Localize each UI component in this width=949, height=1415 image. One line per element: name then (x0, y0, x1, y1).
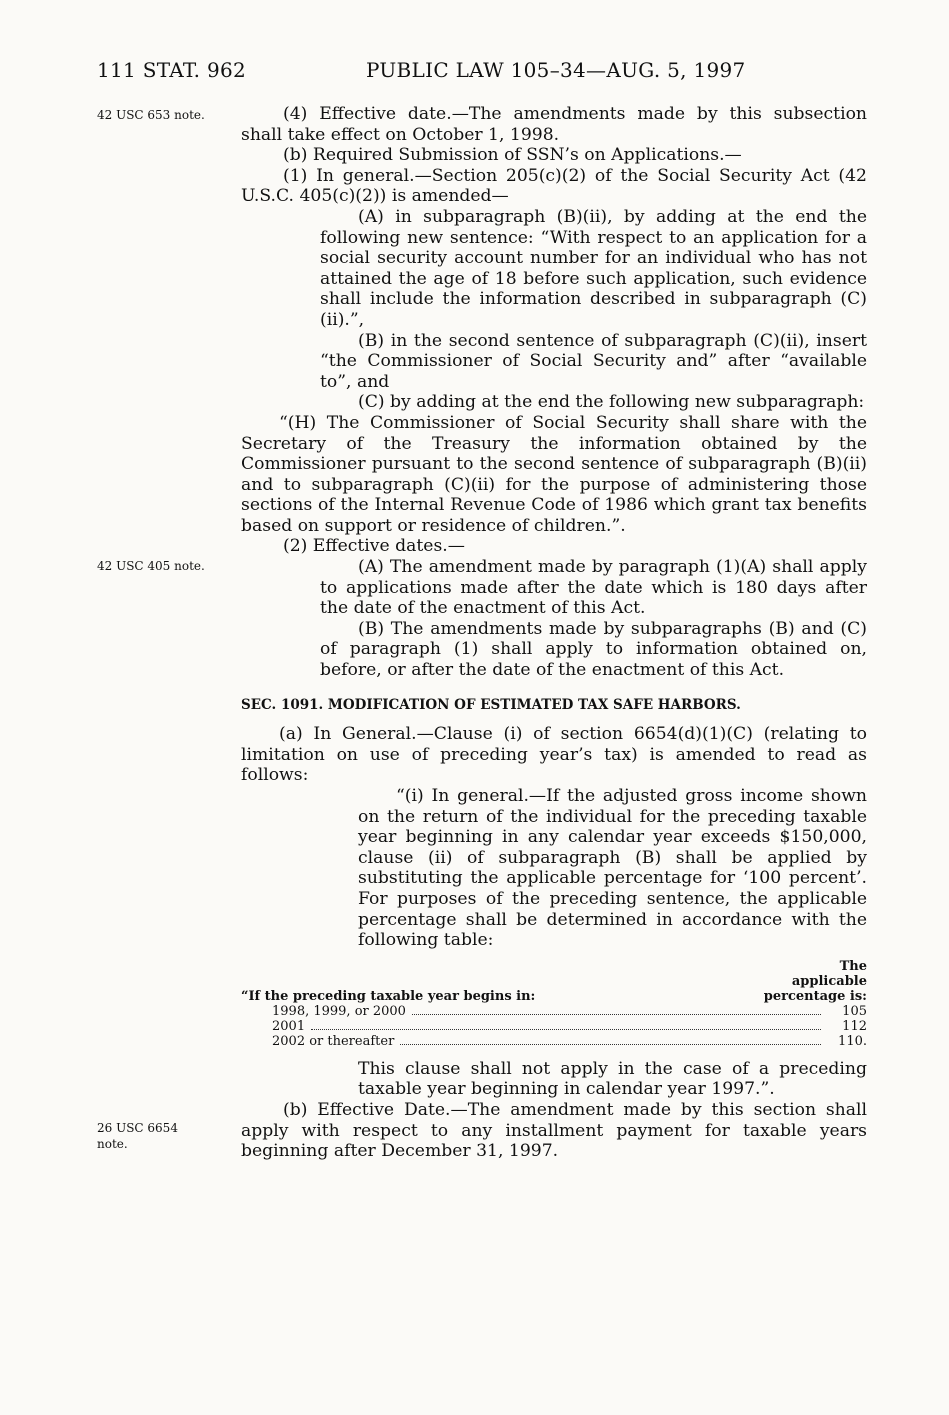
table-row (241, 1034, 867, 1049)
paragraph: “(i) In general.—If the adjusted gross income shown on the return of the individual for the preceding taxable year beginning in any calendar year exceeds $150,000, clause (ii) of subparagraph (B) shall be applied by substituting the applicable percentage for ‘100 percent’. For purposes of the preceding sentence, the applicable percentage shall be determined in accordance with the following table: (358, 786, 867, 951)
paragraph: (b) Required Submission of SSN’s on Applications.— (283, 145, 742, 166)
paragraph: (4) Effective date.—The amendments made by this subsection shall take effect on October 1, 1998. (241, 104, 867, 145)
leader-dots (400, 1044, 821, 1045)
table-col2-header (764, 959, 867, 1004)
table-col2-header-line: percentage is: (763, 988, 867, 1004)
margin-note: 26 USC 6654 note. (97, 1121, 178, 1151)
table-cell-pct: 105 (842, 1003, 867, 1019)
paragraph: (A) in subparagraph (B)(ii), by adding at the end the following new sentence: “With respect to an application for a social security account number for an individual who has not attained the age of 18 before such application, such evidence shall include the information described in subparagraph (C)(ii).”, (320, 206, 867, 330)
paragraph: (B) in the second sentence of subparagraph (C)(ii), insert “the Commissioner of Social Security and” after “available to”, and (320, 330, 867, 392)
leader-dots (311, 1029, 821, 1030)
leader-dots (412, 1014, 821, 1015)
table-cell-year: 2001 (272, 1018, 306, 1034)
table-header (241, 959, 867, 1004)
paragraph: (2) Effective dates.— (283, 536, 465, 557)
section-heading: SEC. 1091. MODIFICATION OF ESTIMATED TAX SAFE HARBORS. (241, 696, 741, 713)
table-cell-year: 2002 or thereafter (272, 1033, 395, 1049)
paragraph: This clause shall not apply in the case of a preceding taxable year beginning in calendar year 1997.”. (358, 1058, 867, 1100)
table-col2-header-line: applicable (791, 973, 867, 989)
table-row (241, 1004, 867, 1019)
paragraph: (A) The amendment made by paragraph (1)(A) shall apply to applications made after the date which is 180 days after the date of the enactment of this Act. (320, 557, 867, 619)
paragraph: (a) In General.—Clause (i) of section 6654(d)(1)(C) (relating to limitation on use of preceding year’s tax) is amended to read as follows: (241, 724, 867, 786)
table-cell-pct: 110. (838, 1033, 867, 1049)
paragraph: (B) The amendments made by subparagraphs (B) and (C) of paragraph (1) shall apply to information obtained on, before, or after the date of the enactment of this Act. (320, 618, 867, 681)
page-number-header: 111 STAT. 962 (97, 58, 247, 82)
margin-note: 42 USC 405 note. (97, 559, 205, 573)
table-cell-pct: 112 (842, 1018, 867, 1034)
document-body (241, 104, 867, 1162)
paragraph: (b) Effective Date.—The amendment made by this section shall apply with respect to any installment payment for taxable years beginning after December 31, 1997. (241, 1099, 867, 1162)
paragraph: (1) In general.—Section 205(c)(2) of the Social Security Act (42 U.S.C. 405(c)(2)) is amended— (241, 165, 867, 207)
table-col1-header: “If the preceding taxable year begins in: (241, 988, 536, 1004)
paragraph: (C) by adding at the end the following new subparagraph: (358, 392, 865, 413)
table-row (241, 1019, 867, 1034)
margin-note: 42 USC 653 note. (97, 108, 205, 122)
percentage-table (241, 959, 867, 1049)
paragraph: “(H) The Commissioner of Social Security shall share with the Secretary of the Treasury the information obtained by the Commissioner pursuant to the second sentence of subparagraph (B)(ii) and to subparagraph (C)(ii) for the purpose of administering those sections of the Internal Revenue Code of 1986 which grant tax benefits based on support or residence of children.”. (241, 412, 867, 536)
table-col2-header-line: The (839, 958, 867, 974)
table-cell-year: 1998, 1999, or 2000 (272, 1003, 406, 1019)
public-law-header: PUBLIC LAW 105–34—AUG. 5, 1997 (366, 58, 746, 82)
